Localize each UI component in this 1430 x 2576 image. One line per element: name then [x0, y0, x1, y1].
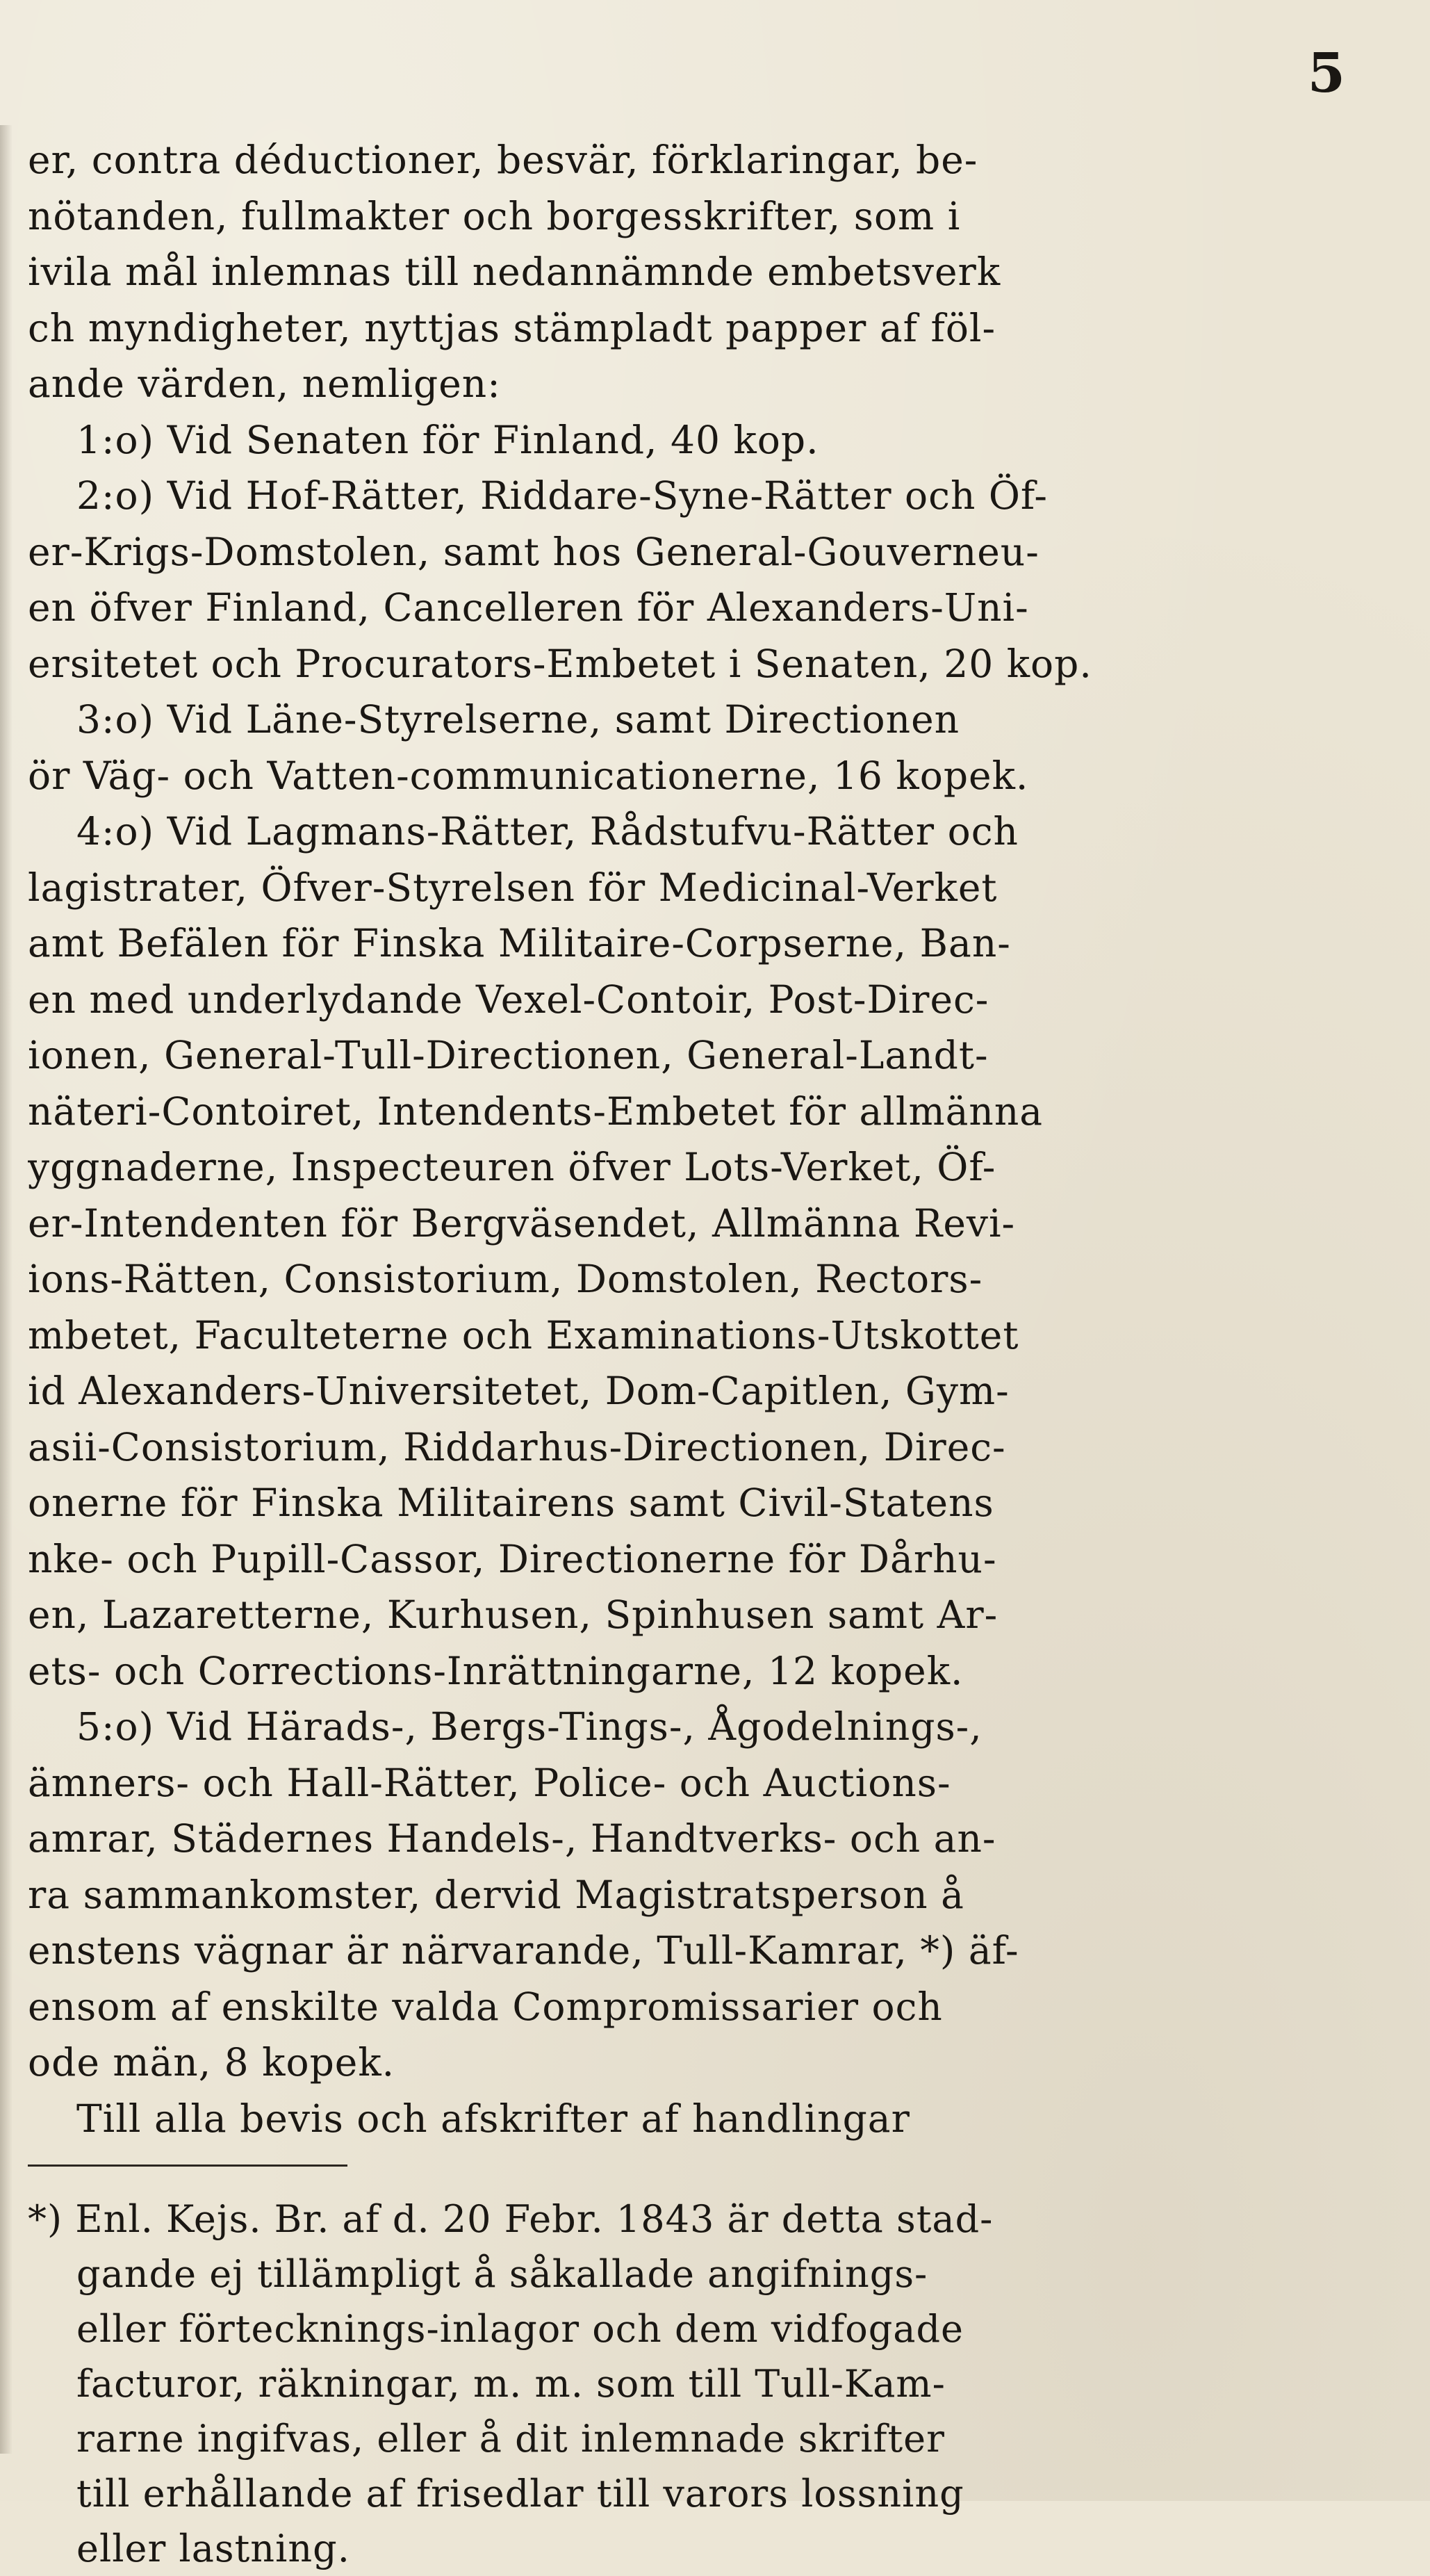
footnote-line: *) Enl. Kejs. Br. af d. 20 Febr. 1843 är detta stad-: [28, 2197, 994, 2241]
text-line: en med underlydande Vexel-Contoir, Post-Direc-: [28, 977, 989, 1022]
footnote-line: gande ej tillämpligt å såkallade angifnings-: [76, 2252, 928, 2296]
footnote: [28, 2192, 1334, 2576]
text-line: ets- och Corrections-Inrättningarne, 12 kopek.: [28, 1648, 964, 1693]
text-line: enstens vägnar är närvarande, Tull-Kamrar, *) äf-: [28, 1928, 1019, 1973]
text-line: er, contra déductioner, besvär, förklaringar, be-: [28, 138, 978, 182]
text-line: 5:o) Vid Härads-, Bergs-Tings-, Ågodelnings-,: [76, 1704, 983, 1749]
text-line: ämners- och Hall-Rätter, Police- och Auctions-: [28, 1760, 951, 1805]
text-line: ra sammankomster, dervid Magistratsperson å: [28, 1872, 964, 1917]
binding-shadow: [0, 125, 13, 2454]
text-line: yggnaderne, Inspecteuren öfver Lots-Verket, Öf-: [28, 1145, 996, 1189]
text-line: onerne för Finska Militairens samt Civil-Statens: [28, 1481, 994, 1525]
text-line: ersitetet och Procurators-Embetet i Senaten, 20 kop.: [28, 641, 1092, 686]
text-line: id Alexanders-Universitetet, Dom-Capitlen, Gym-: [28, 1369, 1010, 1413]
text-line: ionen, General-Tull-Directionen, General-Landt-: [28, 1033, 989, 1077]
text-line: lagistrater, Öfver-Styrelsen för Medicinal-Verket: [28, 865, 998, 910]
text-line: 3:o) Vid Läne-Styrelserne, samt Directionen: [76, 697, 960, 742]
text-line: ode män, 8 kopek.: [28, 2040, 395, 2085]
footnote-line: rarne ingifvas, eller å dit inlemnade skrifter: [76, 2417, 945, 2461]
text-line: er-Intendenten för Bergväsendet, Allmänna Revi-: [28, 1200, 1016, 1246]
text-line: 4:o) Vid Lagmans-Rätter, Rådstufvu-Rätter och: [76, 809, 1019, 854]
text-line: ande värden, nemligen:: [28, 361, 501, 406]
text-line: en öfver Finland, Cancelleren för Alexanders-Uni-: [28, 585, 1029, 630]
text-line: näteri-Contoiret, Intendents-Embetet för allmänna: [28, 1089, 1044, 1134]
footnote-divider: [28, 2165, 347, 2167]
text-line: ch myndigheter, nyttjas stämpladt papper af föl-: [28, 305, 996, 350]
text-line: Till alla bevis och afskrifter af handlingar: [76, 2096, 910, 2141]
footnote-line: eller förtecknings-inlagor och dem vidfogade: [76, 2307, 964, 2351]
body-text: [28, 132, 1334, 2576]
text-line: 2:o) Vid Hof-Rätter, Riddare-Syne-Rätter och Öf-: [76, 473, 1048, 518]
text-line: en, Lazaretterne, Kurhusen, Spinhusen samt Ar-: [28, 1592, 998, 1637]
text-line: er-Krigs-Domstolen, samt hos General-Gouverneu-: [28, 529, 1039, 574]
text-line: nke- och Pupill-Cassor, Directionerne för Dårhu-: [28, 1536, 997, 1581]
text-line: asii-Consistorium, Riddarhus-Directionen, Direc-: [28, 1424, 1006, 1469]
text-line: 1:o) Vid Senaten för Finland, 40 kop.: [76, 417, 819, 462]
text-line: ör Väg- och Vatten-communicationerne, 16 kopek.: [28, 753, 1029, 798]
text-line: ivila mål inlemnas till nedannämnde embetsverk: [28, 250, 1001, 294]
text-line: nötanden, fullmakter och borgesskrifter, som i: [28, 193, 961, 238]
text-line: amrar, Städernes Handels-, Handtverks- och an-: [28, 1816, 996, 1861]
text-line: ions-Rätten, Consistorium, Domstolen, Rectors-: [28, 1257, 983, 1301]
footnote-line: facturor, räkningar, m. m. som till Tull-Kam-: [76, 2362, 946, 2406]
text-line: amt Befälen för Finska Militaire-Corpserne, Ban-: [28, 921, 1011, 965]
text-line: mbetet, Faculteterne och Examinations-Utskottet: [28, 1312, 1019, 1358]
page-number: 5: [1307, 42, 1347, 105]
footnote-line: eller lastning.: [76, 2527, 350, 2570]
footnote-line: till erhållande af frisedlar till varors lossning: [76, 2472, 964, 2516]
text-line: ensom af enskilte valda Compromissarier och: [28, 1984, 943, 2029]
